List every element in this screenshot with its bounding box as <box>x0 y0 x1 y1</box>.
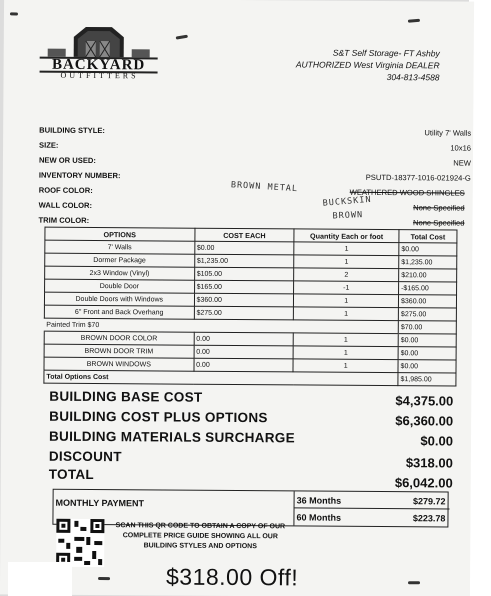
brand-name: BACKYARD <box>40 57 158 74</box>
column-header: COST EACH <box>194 228 294 242</box>
summary-label: DISCOUNT <box>48 448 122 465</box>
option-cost: 0.00 <box>194 345 294 359</box>
field-label: ROOF COLOR: <box>38 185 93 195</box>
option-name: Double Door <box>45 279 195 293</box>
option-qty: 1 <box>294 294 399 308</box>
option-cost: $165.00 <box>194 280 294 294</box>
summary-value: $0.00 <box>420 433 454 449</box>
qr-instructions: SCAN THIS QR CODE TO OBTAIN A COPY OF OUR COMPLETE PRICE GUIDE SHOWING ALL OUR BUILDING STYLES AND OPTIONS <box>115 522 286 551</box>
option-name: BROWN DOOR TRIM <box>44 344 194 358</box>
summary-value: $4,375.00 <box>395 393 454 409</box>
option-name: Double Doors with Windows <box>44 292 194 306</box>
payment-term: 36 Months <box>296 495 342 506</box>
option-cost: 0.00 <box>194 358 294 372</box>
summary-row <box>49 429 453 452</box>
field-label: BUILDING STYLE: <box>39 125 106 136</box>
option-name: 6" Front and Back Overhang <box>44 305 194 319</box>
field-label: INVENTORY NUMBER: <box>38 170 121 181</box>
promo-discount: $318.00 Off! <box>165 563 299 591</box>
dealer-phone: 304-813-4588 <box>386 72 440 83</box>
option-qty: 1 <box>294 307 399 321</box>
dealer-name: S&T Self Storage- FT Ashby <box>332 47 440 59</box>
photo-background <box>8 562 72 596</box>
option-total: $0.00 <box>398 360 456 373</box>
options-table <box>43 227 457 387</box>
dealer-info <box>296 46 440 83</box>
brand-sub: OUTFITTERS <box>60 70 139 81</box>
summary-label: BUILDING BASE COST <box>49 388 203 405</box>
field-label: WALL COLOR: <box>38 200 93 210</box>
summary-value: $6,360.00 <box>395 413 454 429</box>
option-qty: 1 <box>293 359 398 373</box>
option-cost: 0.00 <box>194 332 294 346</box>
option-qty: 2 <box>294 268 399 282</box>
handwritten-roof: BROWN METAL <box>230 180 299 195</box>
summary-value: $318.00 <box>405 455 453 471</box>
payment-amount: $279.72 <box>413 496 446 507</box>
field-value: Utility 7' Walls <box>424 128 472 138</box>
option-total: $0.00 <box>399 243 457 256</box>
option-total: $0.00 <box>398 334 456 347</box>
field-value: 10x16 <box>450 143 472 153</box>
option-qty: -1 <box>294 281 399 295</box>
handwritten-wall: BUCKSKIN <box>322 194 372 209</box>
painted-trim-total: $70.00 <box>398 321 456 334</box>
field-label: NEW OR USED: <box>38 155 96 166</box>
option-cost: $1,235.00 <box>194 254 294 268</box>
payment-terms <box>293 491 448 526</box>
handwritten-trim: BROWN <box>332 210 364 222</box>
summary-row <box>49 449 453 472</box>
option-name: Dormer Package <box>45 253 195 267</box>
summary-row <box>49 409 453 432</box>
staple-mark <box>176 35 188 40</box>
staple-mark <box>10 12 18 15</box>
cost-summary <box>49 389 454 492</box>
table-total-row <box>44 370 456 386</box>
field-value: None Specified <box>413 203 465 213</box>
total-options-label: Total Options Cost <box>44 370 398 385</box>
option-name: 2x3 Window (Vinyl) <box>45 266 195 280</box>
payment-amount: $223.78 <box>412 513 446 524</box>
summary-label: BUILDING MATERIALS SURCHARGE <box>48 428 295 446</box>
painted-trim-label: Painted Trim $70 <box>44 318 398 333</box>
option-cost: $105.00 <box>194 267 294 281</box>
option-total: $0.00 <box>398 347 456 360</box>
column-header: Total Cost <box>399 230 457 243</box>
summary-label: BUILDING COST PLUS OPTIONS <box>49 408 268 426</box>
field-value: NEW <box>453 158 471 168</box>
payment-term-row <box>294 508 449 526</box>
option-cost: $275.00 <box>194 306 294 320</box>
field-value: WEATHERED WOOD SHINGLES <box>349 187 465 198</box>
column-header: Quantity Each or foot <box>294 229 399 243</box>
field-label: SIZE: <box>39 140 59 150</box>
option-qty: 1 <box>294 255 399 269</box>
field-label: TRIM COLOR: <box>38 215 90 225</box>
column-header: OPTIONS <box>45 227 195 241</box>
summary-value: $6,042.00 <box>394 475 453 491</box>
monthly-payment-label: MONTHLY PAYMENT <box>55 497 145 509</box>
staple-mark <box>98 577 110 580</box>
field-value: PSUTD-18377-1016-021924-G <box>365 172 471 183</box>
staple-mark <box>408 19 420 23</box>
option-qty: 1 <box>293 333 398 347</box>
option-name: BROWN DOOR COLOR <box>44 331 194 345</box>
option-cost: $0.00 <box>194 241 294 255</box>
payment-term: 60 Months <box>296 512 342 523</box>
field-value: None Specified <box>412 218 465 228</box>
summary-row <box>48 466 453 492</box>
option-qty: 1 <box>294 242 399 256</box>
option-name: BROWN WINDOWS <box>44 357 194 371</box>
option-total: $275.00 <box>398 308 456 321</box>
option-total: $360.00 <box>398 295 456 308</box>
option-total: $210.00 <box>399 269 457 282</box>
option-name: 7' Walls <box>45 240 195 254</box>
option-cost: $360.00 <box>194 293 294 307</box>
payment-term-row <box>295 491 450 509</box>
option-total: $1,235.00 <box>399 256 457 269</box>
building-fields <box>38 123 471 231</box>
staple-mark <box>408 581 420 584</box>
summary-label: TOTAL <box>48 466 95 483</box>
option-total: -$165.00 <box>399 282 457 295</box>
total-options-value: $1,985.00 <box>398 373 456 386</box>
summary-row <box>49 389 453 412</box>
qr-code-icon[interactable] <box>56 519 104 567</box>
dealer-authorization: AUTHORIZED West Virginia DEALER <box>295 59 440 71</box>
option-qty: 1 <box>293 346 398 360</box>
